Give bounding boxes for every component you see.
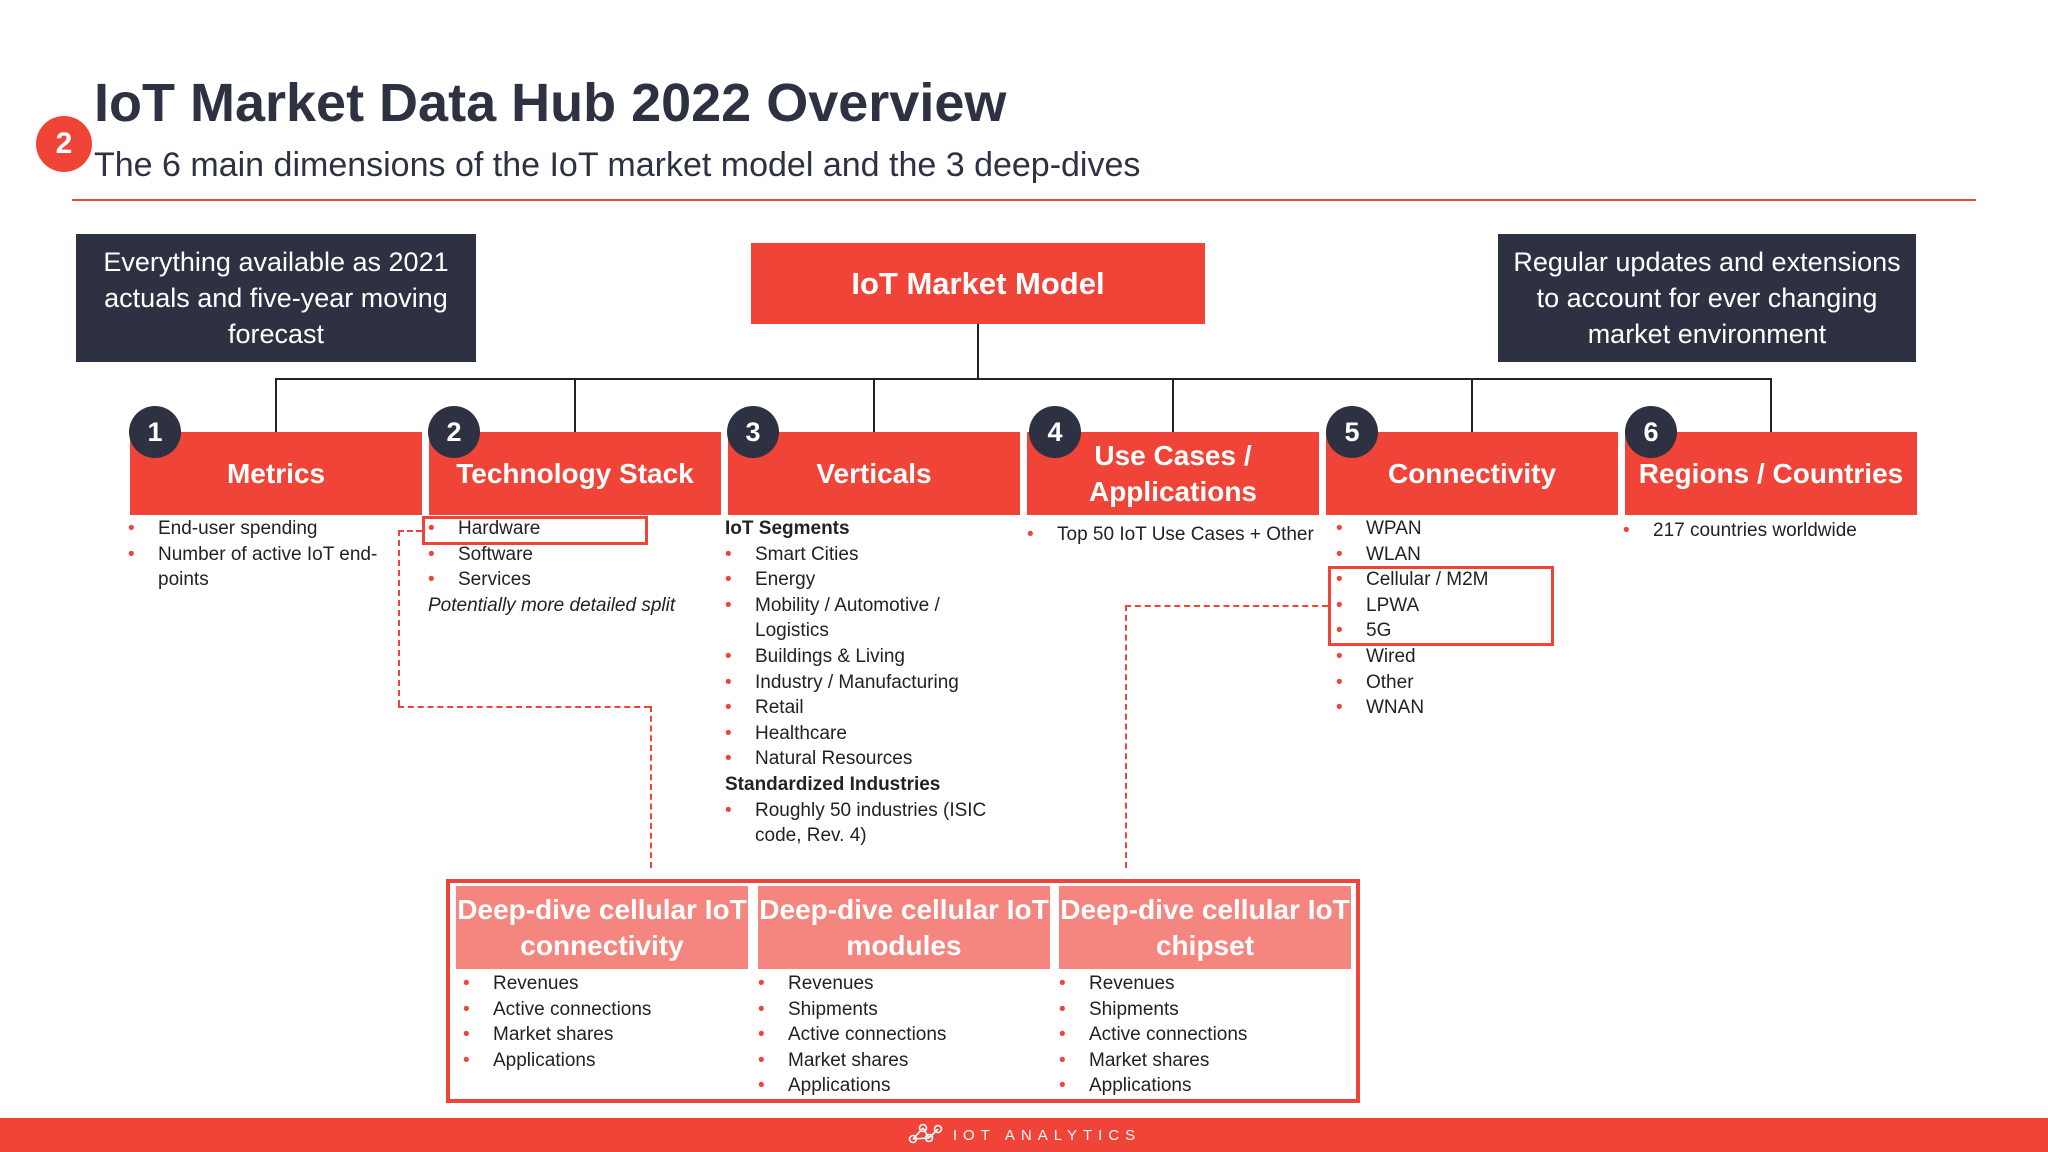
list-item: • Retail <box>725 695 1015 721</box>
list-item: • Revenues <box>1059 971 1339 997</box>
connector-line <box>1471 378 1473 432</box>
dimension-header-regions: Regions / Countries <box>1625 432 1917 515</box>
title-divider <box>72 199 1976 201</box>
connector-line <box>1770 378 1772 432</box>
network-logo-icon <box>907 1120 943 1151</box>
deep-dive-header-chipset: Deep-dive cellular IoT chipset <box>1059 886 1351 969</box>
model-title-box: IoT Market Model <box>751 243 1205 324</box>
deep-dive-header-modules: Deep-dive cellular IoT modules <box>758 886 1050 969</box>
dimension-number-6: 6 <box>1625 406 1677 458</box>
list-item: • Industry / Manufacturing <box>725 670 1015 696</box>
cellular-highlight-frame <box>1328 566 1554 646</box>
dimension-number-1: 1 <box>129 406 181 458</box>
verticals-list <box>725 516 1015 849</box>
list-item: • Revenues <box>758 971 1038 997</box>
list-item: • Cellular / M2M <box>1336 567 1606 593</box>
list-note: Potentially more detailed split <box>428 594 676 616</box>
list-item: • End-user spending <box>128 516 398 542</box>
connector-line <box>574 378 576 432</box>
list-item: • LPWA <box>1336 593 1606 619</box>
metrics-list <box>128 516 398 593</box>
list-item: • Services <box>428 567 718 593</box>
regions-list <box>1623 518 1923 544</box>
list-item: • Roughly 50 industries (ISIC code, Rev. 4) <box>725 798 1015 849</box>
list-heading: Standardized Industries <box>725 773 941 795</box>
list-item: • Wired <box>1336 644 1606 670</box>
dimension-header-technology-stack: Technology Stack <box>429 432 721 515</box>
connector-line <box>1172 378 1174 432</box>
list-item: • Other <box>1336 670 1606 696</box>
list-item: • WPAN <box>1336 516 1606 542</box>
list-item: • Active connections <box>463 997 743 1023</box>
connector-line <box>977 324 979 379</box>
slide-number-badge: 2 <box>36 116 92 172</box>
use-cases-list <box>1027 522 1327 548</box>
dashed-connector <box>398 706 650 708</box>
list-item: • Natural Resources <box>725 746 1015 772</box>
dimension-number-2: 2 <box>428 406 480 458</box>
list-item: • Revenues <box>463 971 743 997</box>
deep-dive-modules-list <box>758 971 1038 1099</box>
dashed-connector <box>398 530 400 706</box>
list-item: • WNAN <box>1336 695 1606 721</box>
dimension-header-verticals: Verticals <box>728 432 1020 515</box>
footer-bar <box>0 1118 2048 1152</box>
list-item: • Software <box>428 542 718 568</box>
list-item: • Active connections <box>758 1022 1038 1048</box>
footer-brand-text: IOT ANALYTICS <box>952 1126 1142 1144</box>
dashed-connector <box>1125 605 1328 607</box>
list-item: • Mobility / Automotive / Logistics <box>725 593 1015 644</box>
connector-line <box>275 378 277 432</box>
dashed-connector <box>650 706 652 868</box>
list-item: • Applications <box>758 1073 1038 1099</box>
dashed-connector <box>1125 605 1127 868</box>
list-item: • Top 50 IoT Use Cases + Other <box>1027 522 1327 548</box>
list-item: • Market shares <box>1059 1048 1339 1074</box>
list-item: • Market shares <box>758 1048 1038 1074</box>
list-item: • Smart Cities <box>725 542 1015 568</box>
list-item: • Shipments <box>758 997 1038 1023</box>
list-item: • Buildings & Living <box>725 644 1015 670</box>
page-subtitle: The 6 main dimensions of the IoT market model and the 3 deep-dives <box>94 146 1141 184</box>
deep-dive-header-connectivity: Deep-dive cellular IoT connectivity <box>456 886 748 969</box>
hardware-highlight-frame <box>422 516 648 545</box>
list-item: • 5G <box>1336 618 1606 644</box>
dimension-number-3: 3 <box>727 406 779 458</box>
page-title: IoT Market Data Hub 2022 Overview <box>94 73 1007 133</box>
list-item: • Healthcare <box>725 721 1015 747</box>
list-item: • 217 countries worldwide <box>1623 518 1923 544</box>
note-box-right: Regular updates and extensions to account for ever changing market environment <box>1498 234 1916 362</box>
deep-dive-chipset-list <box>1059 971 1339 1099</box>
dimension-header-use-cases: Use Cases / Applications <box>1027 432 1319 515</box>
dashed-connector <box>398 530 422 532</box>
dimension-number-5: 5 <box>1326 406 1378 458</box>
connector-line <box>873 378 875 432</box>
list-item: • WLAN <box>1336 542 1606 568</box>
deep-dive-connectivity-list <box>463 971 743 1073</box>
list-item: • Active connections <box>1059 1022 1339 1048</box>
list-item: • Market shares <box>463 1022 743 1048</box>
list-item: • Applications <box>463 1048 743 1074</box>
list-item: • Number of active IoT end-points <box>128 542 398 593</box>
list-item: • Applications <box>1059 1073 1339 1099</box>
list-item: • Hardware <box>428 516 718 542</box>
dimension-header-metrics: Metrics <box>130 432 422 515</box>
dimension-number-4: 4 <box>1029 406 1081 458</box>
connector-line <box>275 378 1772 380</box>
dimension-header-connectivity: Connectivity <box>1326 432 1618 515</box>
list-item: • Shipments <box>1059 997 1339 1023</box>
list-item: • Energy <box>725 567 1015 593</box>
list-heading: IoT Segments <box>725 518 850 539</box>
note-box-left: Everything available as 2021 actuals and five-year moving forecast <box>76 234 476 362</box>
